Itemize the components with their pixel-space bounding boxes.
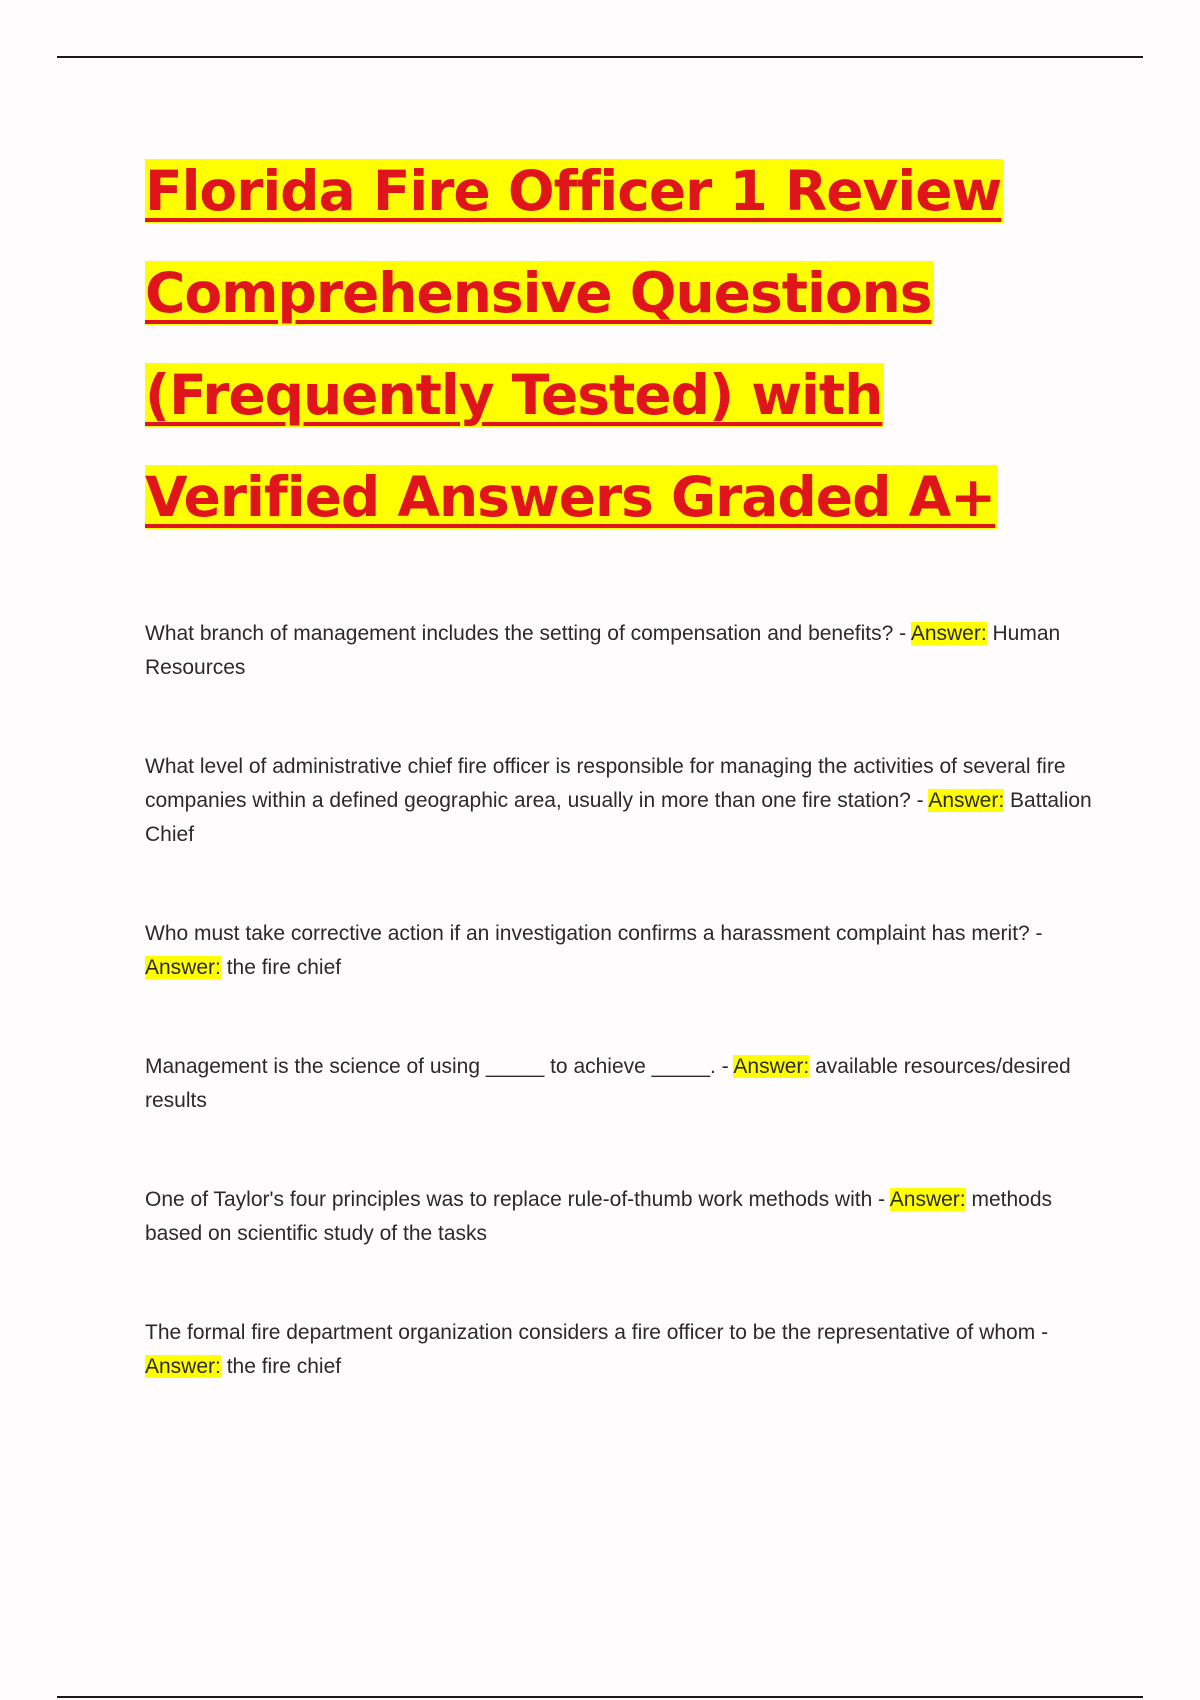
qa-list (145, 617, 1095, 1384)
answer-text: the fire chief (220, 956, 342, 979)
answer-label: Answer: (145, 956, 221, 979)
answer-label: Answer: (889, 1188, 966, 1211)
question-text: Who must take corrective action if an investigation confirms a harassment complaint has merit? - (145, 922, 1043, 945)
answer-label: Answer: (145, 1355, 221, 1378)
answer-label: Answer: (928, 789, 1005, 812)
answer-text: methods based on scientific study of the tasks (145, 1188, 1053, 1245)
title-line: Comprehensive Questions (145, 261, 932, 325)
qa-item (145, 617, 1095, 685)
title-line: Florida Fire Officer 1 Review (145, 159, 1002, 223)
answer-label: Answer: (733, 1055, 810, 1078)
answer-text: Battalion Chief (145, 789, 1092, 846)
question-text: The formal fire department organization considers a fire officer to be the representative of whom - (145, 1321, 1049, 1344)
title-line: (Frequently Tested) with (145, 363, 883, 427)
answer-text: available resources/desired results (145, 1055, 1071, 1112)
qa-item (145, 1050, 1095, 1118)
question-text: What level of administrative chief fire officer is responsible for managing the activities of several fire companies within a defined geographic area, usually in more than one fire station? - (145, 755, 1066, 812)
top-rule (57, 56, 1143, 58)
question-text: What branch of management includes the setting of compensation and benefits? - (145, 622, 911, 645)
title-line: Verified Answers Graded A+ (145, 465, 996, 529)
question-text: Management is the science of using _____ to achieve _____. - (145, 1055, 734, 1078)
qa-item (145, 1316, 1095, 1384)
question-text: One of Taylor's four principles was to replace rule-of-thumb work methods with - (145, 1188, 890, 1211)
qa-item (145, 917, 1095, 985)
document-title (145, 140, 1045, 548)
answer-text: the fire chief (220, 1355, 342, 1378)
qa-item (145, 1183, 1095, 1251)
qa-item (145, 750, 1095, 852)
answer-label: Answer: (910, 622, 987, 645)
answer-text: Human Resources (145, 622, 1061, 679)
bottom-rule (57, 1696, 1143, 1698)
